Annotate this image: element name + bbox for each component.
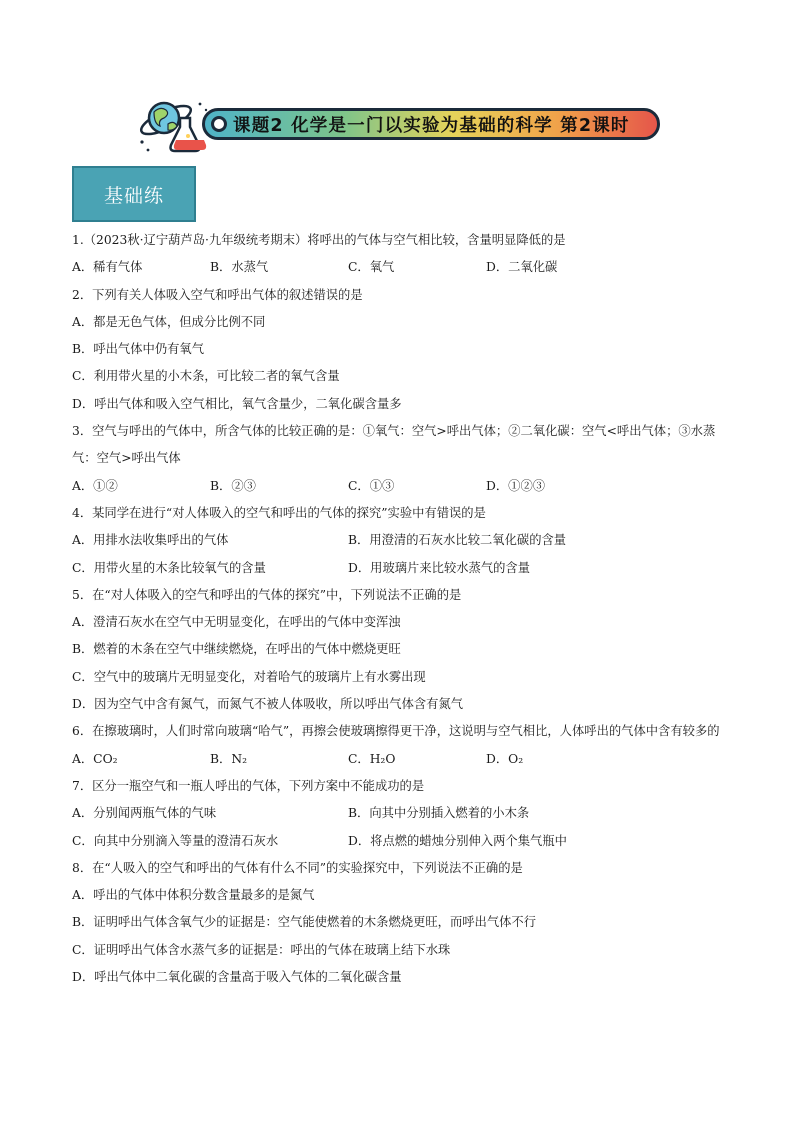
option-d: D．O₂ bbox=[486, 751, 524, 766]
question-6-stem: 6．在擦玻璃时，人们时常向玻璃“哈气”，再擦会使玻璃擦得更干净，这说明与空气相比，人体呼出的气体中含有较多的 bbox=[72, 724, 720, 739]
option-c: C．向其中分别滴入等量的澄清石灰水 bbox=[72, 833, 279, 848]
option-b: B．呼出气体中仍有氧气 bbox=[72, 342, 205, 357]
question-4-stem: 4．某同学在进行“对人体吸入的空气和呼出的气体的探究”实验中有错误的是 bbox=[72, 505, 486, 520]
option-a: A．都是无色气体，但成分比例不同 bbox=[72, 314, 266, 329]
question-3-stem: 3．空气与呼出的气体中，所含气体的比较正确的是：①氧气：空气>呼出气体；②二氧化碳：空气<呼出气体；③水蒸气：空气>呼出气体 bbox=[72, 424, 716, 466]
option-d: D．因为空气中含有氮气，而氮气不被人体吸收，所以呼出气体含有氮气 bbox=[72, 697, 464, 712]
title-banner bbox=[202, 108, 660, 140]
option-b: B．向其中分别插入燃着的小木条 bbox=[348, 806, 530, 821]
page-title: 课题2 化学是一门以实验为基础的科学 第2课时 bbox=[233, 115, 630, 136]
question-4-options-row1 bbox=[72, 527, 732, 554]
question-8-stem: 8．在“人吸入的空气和呼出的气体有什么不同”的实验探究中，下列说法不正确的是 bbox=[72, 860, 523, 875]
option-a: A．分别闻两瓶气体的气味 bbox=[72, 806, 217, 821]
question-list bbox=[72, 227, 732, 991]
option-a: A．澄清石灰水在空气中无明显变化，在呼出的气体中变浑浊 bbox=[72, 615, 401, 630]
header-banner bbox=[130, 94, 670, 156]
option-d: D．将点燃的蜡烛分别伸入两个集气瓶中 bbox=[348, 833, 567, 848]
option-d: D．呼出气体和吸入空气相比，氧气含量少，二氧化碳含量多 bbox=[72, 396, 402, 411]
question-1-options bbox=[72, 254, 732, 281]
option-b: B．用澄清的石灰水比较二氧化碳的含量 bbox=[348, 533, 567, 548]
option-c: C．H₂O bbox=[348, 751, 396, 766]
option-b: B．②③ bbox=[210, 478, 256, 493]
option-a: A．用排水法收集呼出的气体 bbox=[72, 533, 229, 548]
option-a: A．①② bbox=[72, 478, 118, 493]
option-d: D．①②③ bbox=[486, 478, 546, 493]
option-a: A．CO₂ bbox=[72, 751, 118, 766]
question-4-options-row2 bbox=[72, 555, 732, 582]
section-label-basic bbox=[72, 166, 196, 222]
question-2-stem: 2．下列有关人体吸入空气和呼出气体的叙述错误的是 bbox=[72, 287, 363, 302]
question-1-stem: 1.（2023秋·辽宁葫芦岛·九年级统考期末）将呼出的气体与空气相比较，含量明显降低的是 bbox=[72, 233, 566, 247]
option-c: C．①③ bbox=[348, 478, 395, 493]
option-c: C．证明呼出气体含水蒸气多的证据是：呼出的气体在玻璃上结下水珠 bbox=[72, 942, 451, 957]
option-b: B．N₂ bbox=[210, 751, 248, 766]
option-c: C．空气中的玻璃片无明显变化，对着哈气的玻璃片上有水雾出现 bbox=[72, 669, 426, 684]
option-b: B．水蒸气 bbox=[210, 260, 269, 275]
option-c: C．用带火星的木条比较氧气的含量 bbox=[72, 560, 266, 575]
option-d: D．二氧化碳 bbox=[486, 260, 558, 275]
option-b: B．证明呼出气体含氧气少的证据是：空气能使燃着的木条燃烧更旺，而呼出气体不行 bbox=[72, 915, 537, 930]
question-7-options-row2 bbox=[72, 828, 732, 855]
globe-flask-icon bbox=[130, 94, 210, 156]
question-6-options bbox=[72, 746, 732, 773]
question-5-stem: 5．在“对人体吸入的空气和呼出的气体的探究”中，下列说法不正确的是 bbox=[72, 587, 462, 602]
option-c: C．利用带火星的小木条，可比较二者的氧气含量 bbox=[72, 369, 340, 384]
option-a: A．呼出的气体中体积分数含量最多的是氮气 bbox=[72, 888, 315, 903]
option-d: D．用玻璃片来比较水蒸气的含量 bbox=[348, 560, 531, 575]
option-c: C．氧气 bbox=[348, 260, 395, 275]
option-a: A．稀有气体 bbox=[72, 260, 143, 275]
option-d: D．呼出气体中二氧化碳的含量高于吸入气体的二氧化碳含量 bbox=[72, 970, 402, 985]
question-7-stem: 7．区分一瓶空气和一瓶人呼出的气体，下列方案中不能成功的是 bbox=[72, 778, 425, 793]
option-b: B．燃着的木条在空气中继续燃烧，在呼出的气体中燃烧更旺 bbox=[72, 642, 401, 657]
question-3-options bbox=[72, 473, 732, 500]
question-7-options-row1 bbox=[72, 800, 732, 827]
section-label-text: 基础练 bbox=[103, 184, 164, 207]
